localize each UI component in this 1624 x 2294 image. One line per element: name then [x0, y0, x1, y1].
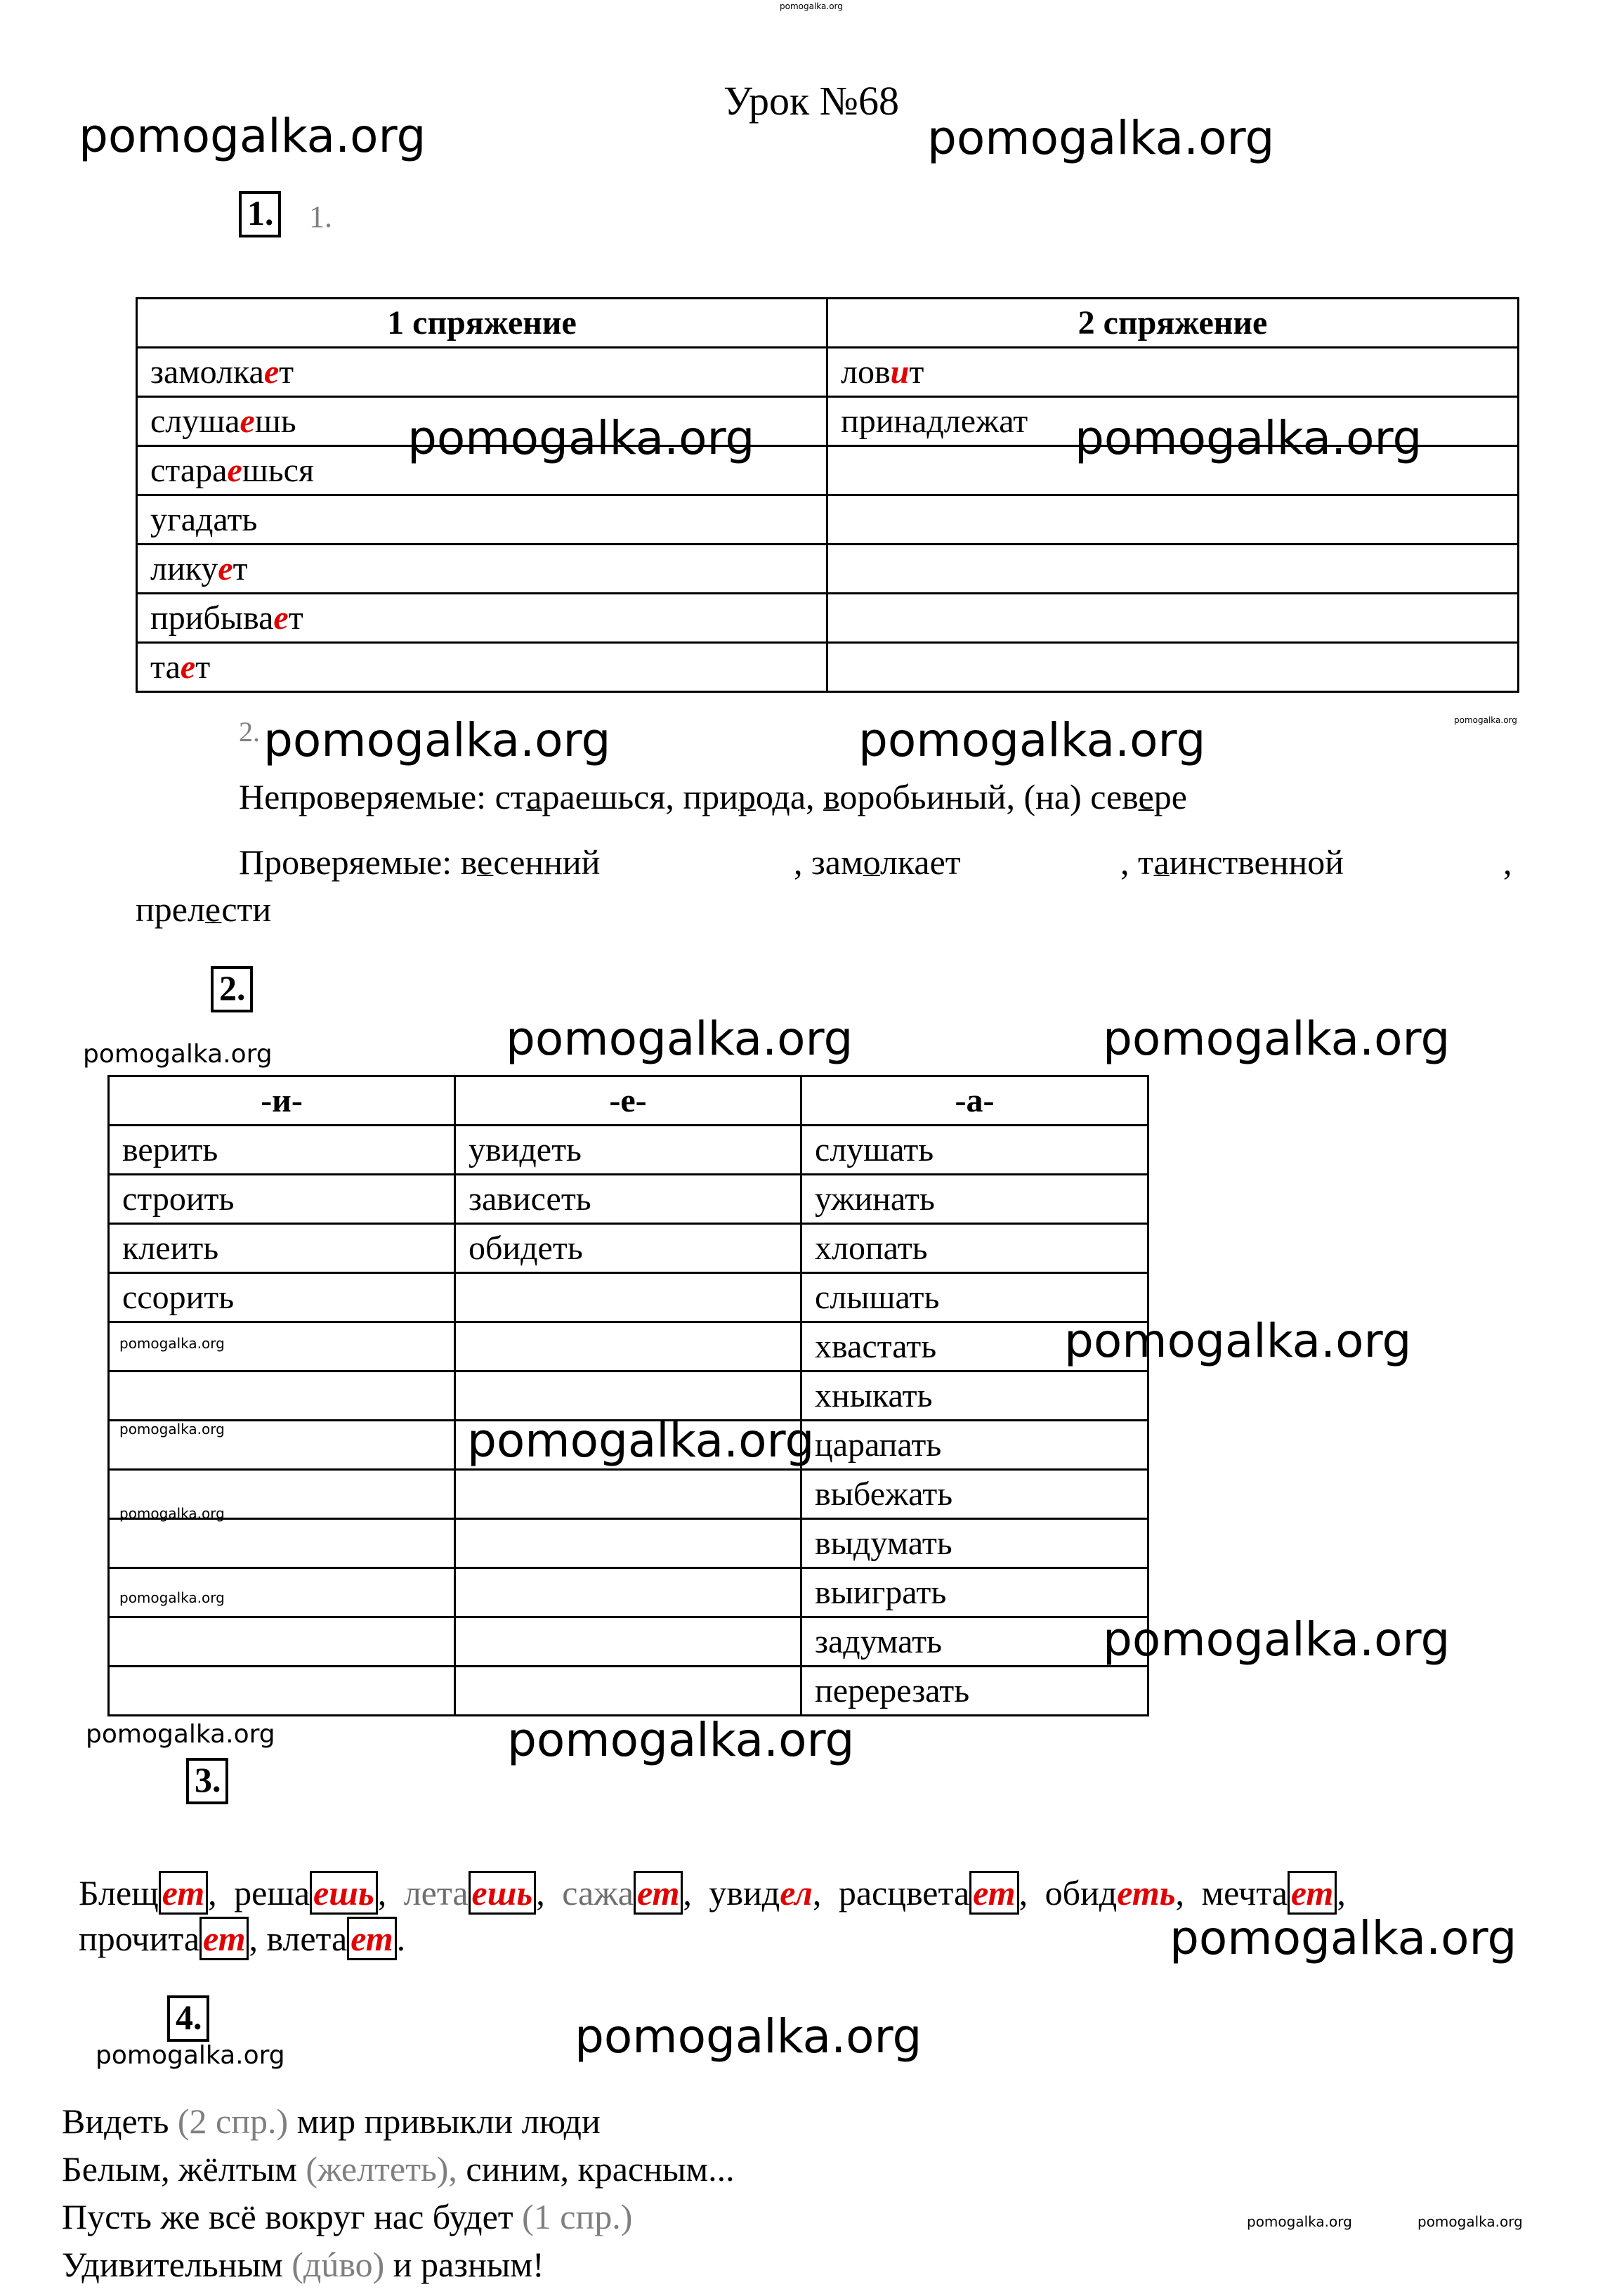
watermark: pomogalka.org — [119, 1505, 225, 1522]
watermark: pomogalka.org — [86, 1720, 275, 1749]
watermark: pomogalka.org — [506, 1012, 853, 1066]
watermark: pomogalka.org — [467, 1414, 815, 1468]
table-row — [137, 643, 1519, 692]
unchecked-label: Непроверяемые: — [239, 777, 487, 816]
task2-number: 2. — [211, 966, 253, 1012]
cell-conj2: принадлежат — [827, 397, 1519, 446]
table-row: задумать — [109, 1617, 1148, 1667]
table-row: выбежать — [109, 1470, 1148, 1519]
conjugation-table — [136, 297, 1519, 693]
cell-conj1: угадать — [137, 495, 827, 545]
task1-sub2: 2. — [239, 716, 260, 748]
page-title: Урок №68 — [723, 78, 899, 124]
watermark: pomogalka.org — [1075, 411, 1422, 465]
task3-line-2: прочита ет , влета ет . — [79, 1918, 405, 1959]
task1-sub1: 1. — [309, 200, 332, 234]
watermark: pomogalka.org — [575, 2009, 922, 2064]
watermark: pomogalka.org — [1103, 1612, 1451, 1667]
watermark: pomogalka.org — [1170, 1911, 1517, 1965]
watermark-top: pomogalka.org — [780, 1, 843, 11]
watermark: pomogalka.org — [1454, 715, 1517, 725]
watermark: pomogalka.org — [1417, 2213, 1523, 2230]
cell-conj1: замолкает — [137, 348, 827, 397]
cell-conj2 — [827, 594, 1519, 643]
cell-conj1: тает — [137, 643, 827, 692]
poem-line: Пусть же всё вокруг нас будет (1 спр.) — [62, 2197, 633, 2236]
task4-number: 4. — [167, 1995, 209, 2042]
watermark: pomogalka.org — [119, 1335, 225, 1352]
table-row: ^ ссорить слышать — [109, 1273, 1148, 1322]
header-conj-2: 2 спряжение — [827, 299, 1519, 348]
checked-label: Проверяемые: — [239, 842, 452, 882]
table-row: царапать — [109, 1421, 1148, 1470]
table-row — [137, 545, 1519, 594]
watermark: pomogalka.org — [407, 411, 755, 465]
table-row: ^ строить зависеть ужинать — [109, 1175, 1148, 1224]
header-suffix-e: -е- — [455, 1076, 801, 1126]
watermark: pomogalka.org — [858, 713, 1206, 767]
watermark: pomogalka.org — [119, 1421, 225, 1438]
table-row: выиграть — [109, 1568, 1148, 1617]
watermark: pomogalka.org — [1064, 1314, 1412, 1368]
poem-line: Белым, жёлтым (желтеть), синим, красным... — [62, 2149, 735, 2189]
table-row — [137, 594, 1519, 643]
cell-conj1: стараешься — [137, 446, 827, 495]
watermark: pomogalka.org — [1103, 1012, 1451, 1066]
task3-number: 3. — [186, 1758, 228, 1804]
watermark: pomogalka.org — [507, 1713, 855, 1767]
cell-conj2 — [827, 545, 1519, 594]
table-row: хвастать — [109, 1322, 1148, 1371]
task3-line-1: Блещ ет , реша ешь , лета ешь , сажа ет , увидел, расцвета ет , обидеть, мечта ет , — [79, 1872, 1346, 1913]
poem-line: Удивительным (дúво) и разным! — [62, 2245, 544, 2284]
watermark: pomogalka.org — [927, 111, 1275, 165]
table-row: хныкать — [109, 1371, 1148, 1421]
watermark: pomogalka.org — [263, 713, 611, 767]
task1-number: 1. — [239, 191, 281, 237]
cell-conj2 — [827, 643, 1519, 692]
cell-conj2: ловит — [827, 348, 1519, 397]
table-row — [137, 348, 1519, 397]
table-row: ^ клеить обидеть хлопать — [109, 1224, 1148, 1273]
suffix-table — [107, 1075, 1149, 1716]
header-suffix-a: -а- — [801, 1076, 1148, 1126]
header-suffix-i: -и- — [109, 1076, 455, 1126]
watermark: pomogalka.org — [79, 109, 426, 163]
poem-line: Видеть (2 спр.) мир привыкли люди — [62, 2101, 601, 2141]
watermark: pomogalka.org — [1247, 2213, 1352, 2230]
table-row: выдумать — [109, 1519, 1148, 1568]
unchecked-words-line: Непроверяемые: стараешься, природа, воробьиный, (на) севере — [239, 777, 1187, 816]
cell-conj1: слушаешь — [137, 397, 827, 446]
cell-conj1: прибывает — [137, 594, 827, 643]
cell-conj1: ликует — [137, 545, 827, 594]
table-row: ^ верить увидеть слушать — [109, 1126, 1148, 1175]
checked-words-line: Проверяемые: весенний — [239, 842, 601, 882]
watermark: pomogalka.org — [96, 2041, 285, 2070]
checked-words-wrap: прелести — [136, 889, 272, 929]
watermark: pomogalka.org — [119, 1589, 225, 1606]
table-row — [137, 495, 1519, 545]
table-row: перерезать — [109, 1667, 1148, 1716]
cell-conj2 — [827, 495, 1519, 545]
header-conj-1: 1 спряжение — [137, 299, 827, 348]
watermark: pomogalka.org — [83, 1040, 273, 1069]
